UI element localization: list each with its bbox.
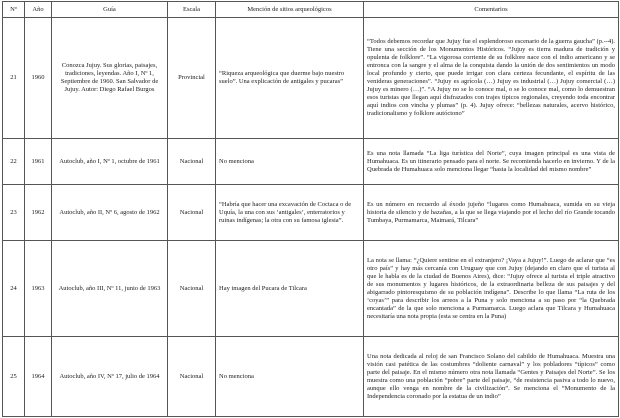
row-comment: Una nota dedicada al reloj de san Francisco Solano del cabildo de Humahuaca. Muestra una visión casi patética de las costumbres “doliente carnaval” y los pobladores “típicos” como parte del paisaje. En el mismo número otra nota llamada “Gentes y Paisajes del Norte”. Se los muestra como una población “pobre” parte del paisaje, “de resistencia pasiva a todo lo nuevo, aunque ello venga en nombre de la civilización”. Se menciona el “Monumento de la Independencia coronado por la estatua de un indio” — [364, 337, 619, 417]
header-scale: Escala — [168, 2, 216, 18]
table-row — [3, 139, 619, 185]
header-comments: Comentarios — [364, 2, 619, 18]
row-comment: Es una nota llamada “La liga turística del Norte”, cuya imagen principal es una vista de Humahuaca. Es un itinerario pensado para el norte. Se recomienda hacerlo en invierno. Y de la Quebrada de Humahuaca solo menciona llegar “hasta la localidad del mismo nombre” — [364, 139, 619, 185]
row-comment: La nota se llama: “¿Quiere sentirse en el extranjero? ¡Vaya a Jujuy!”. Luego de aclarar que “es otro país” y hay más cercanía con Uruguay que con Jujuy (dejando en claro que el turista al que le habla es de la ciudad de Buenos Aires), dice: “Jujuy ofrece al turista el triple atractivo de sus monumentos y lugares históricos, de la extraordinaria belleza de sus paisajes y del abigarrado pintoresquismo de su población indígena”. Describe lo que llama “La ruta de los ‘coyas’” para describir los arreos a la Puna y solo menciona a su paso por “la Quebrada encantada” de la que solo menciona a Purmamarca. Luego aclara que Tilcara y Humahuaca necesitaría una nota propia (esta se centra en la Puna) — [364, 241, 619, 337]
row-year: 1963 — [25, 241, 52, 337]
table-row — [3, 185, 619, 241]
row-number: 25 — [3, 337, 25, 417]
row-mention: No menciona — [216, 139, 364, 185]
table-row — [3, 18, 619, 139]
row-number: 21 — [3, 18, 25, 139]
row-guide: Autoclub, año III, Nº 11, junio de 1963 — [52, 241, 168, 337]
row-comment: “Todos debemos recordar que Jujuy fue el esplendoroso escenario de la guerra gaucha” (p.--4). Tiene una sección de los Monumentos Históricos. “Jujuy es tierra madura de tradición y opulenta de folklore”. “La vigorosa corriente de su folklore nace con el indio americano y se entronca con la sangre y el alma de la conquista dando la unión de dos sentimientos un modo local profundo y cierto, que puede irrigar con clara certeza fecundante, el espíritu de las venideras generaciones”. “Jujuy es agrícola (…) Jujuy es industrial (…) Jujuy comercial (…) Jujuy es minero (…)”. “A Jujuy no se lo conoce mal, o se lo conoce mal, como lo demuestran esos turistas que llegan aquí disfrazados con trajes típicos regionales, creyendo toda encontrar aquí indios con vincha y plumas” (p. 4). Jujuy ofrece: “bellezas naturales, acervo histórico, tradicionalismo y folklore autóctono” — [364, 18, 619, 139]
row-number: 22 — [3, 139, 25, 185]
header-number: Nº — [3, 2, 25, 18]
row-scale: Nacional — [168, 337, 216, 417]
row-year: 1961 — [25, 139, 52, 185]
row-guide: Autoclub, año I, Nº 1, octubre de 1961 — [52, 139, 168, 185]
row-scale: Nacional — [168, 241, 216, 337]
row-year: 1962 — [25, 185, 52, 241]
header-row — [3, 2, 619, 18]
row-mention: “Riqueza arqueológica que duerme bajo nuestro suelo”. Una explicación de antigales y pucaras” — [216, 18, 364, 139]
row-mention: “Habría que hacer una excavación de Coctaca o de Uquía, la una con sus ‘antigales’, enterratorios y ruinas indígenas; la otra con su famosa iglesia”. — [216, 185, 364, 241]
header-guide: Guía — [52, 2, 168, 18]
row-year: 1964 — [25, 337, 52, 417]
table-row — [3, 337, 619, 417]
row-number: 23 — [3, 185, 25, 241]
row-guide: Conozca Jujuy. Sus glorias, paisajes, tradiciones, leyendas. Año I, Nº 1, Septiembre de 1960. San Salvador de Jujuy. Autor: Diego Rafael Burgos — [52, 18, 168, 139]
row-scale: Nacional — [168, 185, 216, 241]
row-year: 1960 — [25, 18, 52, 139]
guides-table — [2, 1, 619, 417]
row-scale: Nacional — [168, 139, 216, 185]
row-guide: Autoclub, año II, Nº 6, agosto de 1962 — [52, 185, 168, 241]
header-mention: Mención de sitios arqueológicos — [216, 2, 364, 18]
row-guide: Autoclub, año IV, Nº 17, julio de 1964 — [52, 337, 168, 417]
row-mention: Hay imagen del Pucara de Tilcara — [216, 241, 364, 337]
row-number: 24 — [3, 241, 25, 337]
row-comment: Es un número en recuerdo al éxodo jujeño “lugares como Humahuaca, sumida en su vieja historia de silencio y de hazañas, a la que se llega viajando por el lecho del río Grande tocando Tumbaya, Purmamarca, Maimará, Tilcara” — [364, 185, 619, 241]
table-row — [3, 241, 619, 337]
header-year: Año — [25, 2, 52, 18]
row-scale: Provincial — [168, 18, 216, 139]
row-mention: No menciona — [216, 337, 364, 417]
